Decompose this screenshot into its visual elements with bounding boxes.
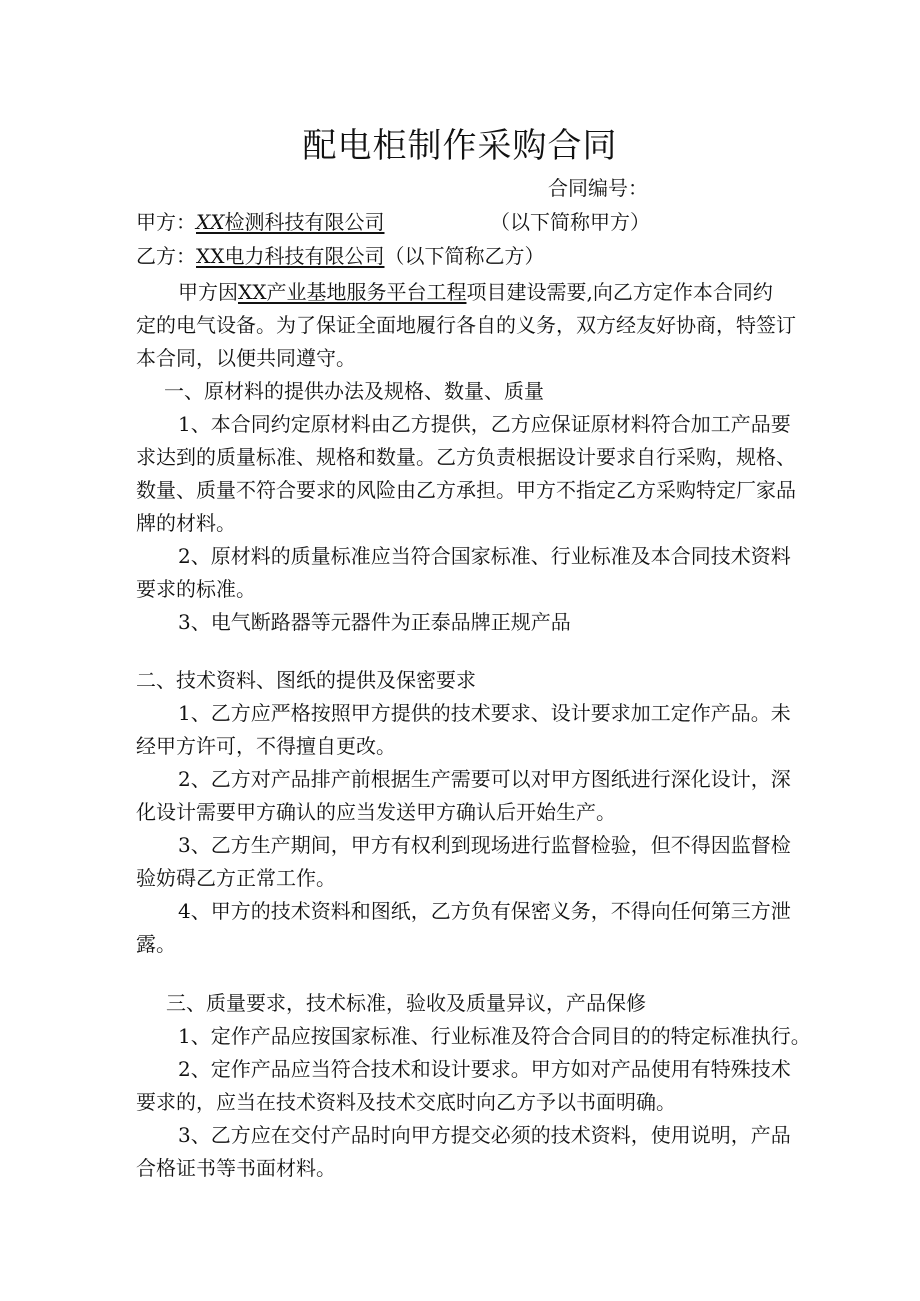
party-a-name: XX检测科技有限公司 — [196, 210, 385, 234]
section-2-heading: 二、技术资料、图纸的提供及保密要求 — [136, 668, 476, 692]
section-2-item-4-line-2: 露。 — [136, 932, 176, 956]
section-2-item-4-line-1: 4、甲方的技术资料和图纸，乙方负有保密义务，不得向任何第三方泄 — [178, 899, 791, 923]
section-2-item-3-line-1: 3、乙方生产期间，甲方有权利到现场进行监督检验，但不得因监督检 — [178, 833, 791, 857]
section-1-item-1-line-2: 求达到的质量标准、规格和数量。乙方负责根据设计要求自行采购，规格、 — [136, 445, 796, 469]
party-b-line — [136, 244, 544, 268]
party-b-name: XX电力科技有限公司 — [196, 244, 385, 268]
party-a-label: 甲方： — [136, 210, 196, 234]
section-1-item-1-line-1: 1、本合同约定原材料由乙方提供，乙方应保证原材料符合加工产品要 — [178, 412, 791, 436]
intro-line-2: 定的电气设备。为了保证全面地履行各自的义务，双方经友好协商，特签订 — [136, 313, 796, 337]
section-1-heading: 一、原材料的提供办法及规格、数量、质量 — [164, 379, 544, 403]
section-1-item-1-line-4: 牌的材料。 — [136, 511, 236, 535]
section-2-item-1-line-1: 1、乙方应严格按照甲方提供的技术要求、设计要求加工定作产品。未 — [178, 701, 791, 725]
party-a-alias: （以下简称甲方） — [490, 210, 650, 234]
intro-line-3: 本合同，以便共同遵守。 — [136, 346, 356, 370]
section-1-item-3-line-1: 3、电气断路器等元器件为正泰品牌正规产品 — [178, 610, 571, 634]
section-1-item-2-line-2: 要求的标准。 — [136, 577, 256, 601]
section-2-item-3-line-2: 验妨碍乙方正常工作。 — [136, 866, 336, 890]
section-3-heading: 三、质量要求，技术标准，验收及质量异议，产品保修 — [166, 991, 646, 1015]
section-3-item-3-line-2: 合格证书等书面材料。 — [136, 1156, 336, 1180]
section-1-item-1-line-3: 数量、质量不符合要求的风险由乙方承担。甲方不指定乙方采购特定厂家品 — [136, 478, 796, 502]
section-3-item-2-line-1: 2、定作产品应当符合技术和设计要求。甲方如对产品使用有特殊技术 — [178, 1057, 791, 1081]
section-2-item-2-line-2: 化设计需要甲方确认的应当发送甲方确认后开始生产。 — [136, 800, 616, 824]
section-2-item-1-line-2: 经甲方许可，不得擅自更改。 — [136, 734, 396, 758]
section-3-item-3-line-1: 3、乙方应在交付产品时向甲方提交必须的技术资料，使用说明，产品 — [178, 1123, 791, 1147]
document-title: 配电柜制作采购合同 — [302, 126, 618, 166]
section-2-item-2-line-1: 2、乙方对产品排产前根据生产需要可以对甲方图纸进行深化设计，深 — [178, 767, 791, 791]
party-b-alias: （以下简称乙方） — [384, 244, 545, 268]
intro-line-1: 甲方因XX产业基地服务平台工程项目建设需要,向乙方定作本合同约 — [178, 280, 773, 304]
section-1-item-2-line-1: 2、原材料的质量标准应当符合国家标准、行业标准及本合同技术资料 — [178, 544, 791, 568]
section-3-item-1-line-1: 1、定作产品应按国家标准、行业标准及符合合同目的的特定标准执行。 — [178, 1024, 811, 1048]
contract-number-label: 合同编号： — [548, 176, 648, 200]
party-a-line — [136, 210, 384, 234]
project-name: XX产业基地服务平台工程 — [238, 280, 467, 304]
party-b-label: 乙方： — [136, 244, 196, 268]
section-3-item-2-line-2: 要求的，应当在技术资料及技术交底时向乙方予以书面明确。 — [136, 1090, 676, 1114]
